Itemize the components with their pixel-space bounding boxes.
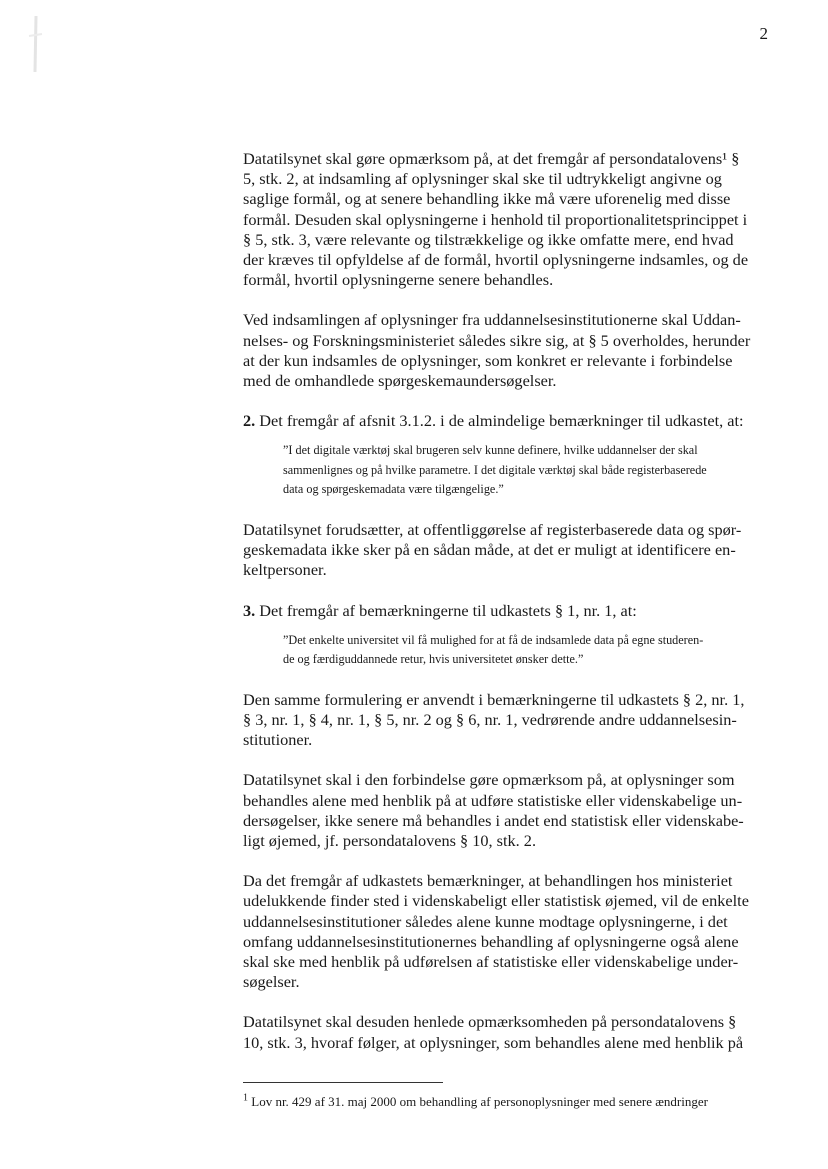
quote-line: ”I det digitale værktøj skal brugeren selv kunne definere, hvilke uddannelser der skal — [283, 443, 698, 458]
scan-artifact-mark — [26, 14, 44, 74]
text-line: § 3, nr. 1, § 4, nr. 1, § 5, nr. 2 og § 6, nr. 1, vedrørende andre uddannelsesin- — [243, 709, 737, 729]
paragraph-statistical-purpose — [243, 770, 763, 851]
text-line: at der kun indsamles de oplysninger, som konkret er relevante i forbindelse — [243, 350, 733, 370]
paragraph-section-10-3 — [243, 1012, 763, 1052]
quote-line: data og spørgeskemadata være tilgængelige.” — [283, 482, 504, 497]
footnote — [243, 1094, 708, 1110]
text-line: behandles alene med henblik på at udføre statistiske eller videnskabelige un- — [243, 790, 743, 810]
text-line: stitutioner. — [243, 730, 313, 750]
text-line: med de omhandlede spørgeskemaundersøgelser. — [243, 371, 557, 391]
paragraph-data-protection-purposes — [243, 149, 763, 290]
text-line: ligt øjemed, jf. persondatalovens § 10, stk. 2. — [243, 830, 537, 850]
text-line: søgelser. — [243, 972, 300, 992]
text-line: 5, stk. 2, at indsamling af oplysninger skal ske til udtrykkeligt angivne og — [243, 169, 722, 189]
page-number: 2 — [759, 24, 768, 43]
footnote-marker: 1 — [243, 1092, 248, 1104]
paragraph-point-3: 3. Det fremgår af bemærkningerne til udkastets § 1, nr. 1, at: — [243, 600, 637, 620]
footnote-separator — [243, 1082, 443, 1083]
text-line: omfang uddannelsesinstitutionernes behandling af oplysningerne også alene — [243, 931, 739, 951]
text-line: Ved indsamlingen af oplysninger fra uddannelsesinstitutionerne skal Uddan- — [243, 310, 741, 330]
quote-digital-tool — [243, 441, 763, 500]
text-line: formål, hvortil oplysningerne senere behandles. — [243, 270, 554, 290]
text-line: geskemadata ikke sker på en sådan måde, at det er muligt at identificere en- — [243, 540, 736, 560]
text-line: Datatilsynet skal desuden henlede opmærksomheden på persondatalovens § — [243, 1012, 737, 1032]
text-line: Datatilsynet forudsætter, at offentliggørelse af registerbaserede data og spør- — [243, 519, 742, 539]
text-line: uddannelsesinstitutioner således alene kunne modtage oplysningerne, i det — [243, 911, 728, 931]
text-line: formål. Desuden skal oplysningerne i henhold til proportionalitetsprincippet i — [243, 209, 748, 229]
text-line: Datatilsynet skal gøre opmærksom på, at det fremgår af persondatalovens¹ § — [243, 149, 740, 168]
text-line: § 5, stk. 3, være relevante og tilstrækkelige og ikke omfatte mere, end hvad — [243, 229, 734, 249]
point-number: 2. — [243, 411, 256, 431]
text-line: skal ske med henblik på udførelsen af statistiske eller videnskabelige under- — [243, 951, 739, 971]
paragraph-publication-assumption — [243, 520, 763, 581]
paragraph-point-2: 2. Det fremgår af afsnit 3.1.2. i de almindelige bemærkninger til udkastet, at: — [243, 411, 744, 431]
quote-university-data — [243, 631, 763, 670]
text-line: Da det fremgår af udkastets bemærkninger, at behandlingen hos ministeriet — [243, 871, 733, 891]
paragraph-institutions-processing — [243, 871, 763, 992]
text-line: Den samme formulering er anvendt i bemærkningerne til udkastets § 2, nr. 1, — [243, 689, 745, 709]
quote-line: ”Det enkelte universitet vil få mulighed for at få de indsamlede data på egne studeren- — [283, 632, 704, 647]
paragraph-ministry-collection — [243, 310, 763, 391]
quote-line: sammenlignes og på hvilke parametre. I det digitale værktøj skal både registerbaserede — [283, 462, 707, 477]
text-line: 10, stk. 3, hvoraf følger, at oplysninger, som behandles alene med henblik på — [243, 1032, 744, 1052]
document-body — [243, 149, 763, 1053]
footnote-text: Lov nr. 429 af 31. maj 2000 om behandling af personoplysninger med senere ændringer — [248, 1094, 708, 1109]
text-line: keltpersoner. — [243, 560, 327, 580]
text-line: saglige formål, og at senere behandling ikke må være uforenelig med disse — [243, 189, 731, 209]
point-number: 3. — [243, 600, 256, 620]
text-line: dersøgelser, ikke senere må behandles i andet end statistisk eller videnskabe- — [243, 810, 744, 830]
text-line: udelukkende finder sted i videnskabeligt eller statistisk øjemed, vil de enkelte — [243, 891, 749, 911]
text-line: Datatilsynet skal i den forbindelse gøre opmærksom på, at oplysninger som — [243, 770, 735, 790]
paragraph-same-wording — [243, 690, 763, 751]
text-line: nelses- og Forskningsministeriet således sikre sig, at § 5 overholdes, herunder — [243, 330, 751, 350]
text-line: der kræves til opfyldelse af de formål, hvortil oplysningerne indsamles, og de — [243, 250, 749, 270]
quote-line: de og færdiguddannede retur, hvis universitetet ønsker dette.” — [283, 652, 584, 667]
